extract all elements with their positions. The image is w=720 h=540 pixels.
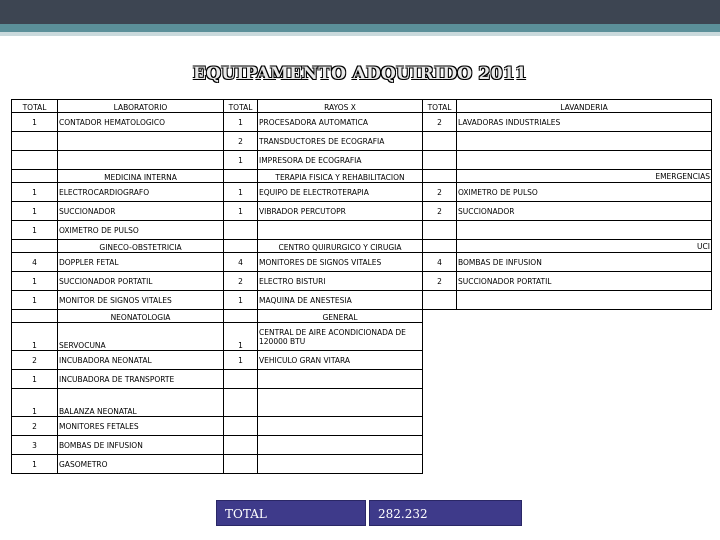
table-row: [12, 113, 712, 132]
cell-total: 3: [12, 436, 58, 455]
empty-cell: [457, 389, 712, 417]
section-medicina-interna: MEDICINA INTERNA: [58, 170, 224, 183]
accent-bar: [0, 24, 720, 32]
cell-total: [224, 436, 258, 455]
cell-total: 4: [224, 253, 258, 272]
cell-total: [423, 221, 457, 240]
equipment-table: [11, 99, 712, 474]
cell-total: 1: [12, 272, 58, 291]
cell-total: 1: [224, 183, 258, 202]
cell-item: OXIMETRO DE PULSO: [457, 183, 712, 202]
cell-item: [58, 132, 224, 151]
table-row: [12, 389, 712, 417]
cell-item: OXIMETRO DE PULSO: [58, 221, 224, 240]
cell-item: IMPRESORA DE ECOGRAFIA: [258, 151, 423, 170]
section-spacer: [12, 170, 58, 183]
header-laboratorio: LABORATORIO: [58, 100, 224, 113]
table-row: [12, 202, 712, 221]
cell-item: MONITORES FETALES: [58, 417, 224, 436]
cell-item: [258, 370, 423, 389]
cell-item: SUCCIONADOR: [58, 202, 224, 221]
cell-item: VIBRADOR PERCUTOPR: [258, 202, 423, 221]
section-spacer: [423, 170, 457, 183]
table-row: [12, 183, 712, 202]
cell-item: INCUBADORA NEONATAL: [58, 351, 224, 370]
section-uci: UCI: [457, 240, 712, 253]
cell-total: 2: [224, 272, 258, 291]
cell-total: 1: [224, 151, 258, 170]
cell-total: 1: [224, 113, 258, 132]
section-spacer: [224, 310, 258, 323]
cell-total: [423, 291, 457, 310]
empty-cell: [423, 370, 457, 389]
empty-cell: [423, 417, 457, 436]
cell-total: 1: [12, 455, 58, 474]
table-row: [12, 417, 712, 436]
cell-item: VEHICULO GRAN VITARA: [258, 351, 423, 370]
empty-cell: [457, 436, 712, 455]
cell-total: 1: [12, 113, 58, 132]
accent-bar-light: [0, 32, 720, 36]
header-lavanderia: LAVANDERIA: [457, 100, 712, 113]
cell-item: INCUBADORA DE TRANSPORTE: [58, 370, 224, 389]
cell-total: [423, 151, 457, 170]
cell-item: BALANZA NEONATAL: [58, 389, 224, 417]
section-spacer: [12, 310, 58, 323]
cell-item: MONITORES DE SIGNOS VITALES: [258, 253, 423, 272]
cell-total: [423, 132, 457, 151]
section-spacer: [224, 170, 258, 183]
empty-cell: [457, 370, 712, 389]
cell-total: 2: [423, 202, 457, 221]
cell-total: [224, 221, 258, 240]
cell-total: 4: [12, 253, 58, 272]
header-total-2: TOTAL: [224, 100, 258, 113]
cell-item: [258, 221, 423, 240]
cell-item: [457, 221, 712, 240]
cell-total: 2: [224, 132, 258, 151]
cell-item: CENTRAL DE AIRE ACONDICIONADA DE 120000 BTU: [258, 323, 423, 351]
cell-item: BOMBAS DE INFUSION: [58, 436, 224, 455]
cell-total: 2: [12, 351, 58, 370]
cell-item: SUCCIONADOR: [457, 202, 712, 221]
header-total-3: TOTAL: [423, 100, 457, 113]
section-emergencias: EMERGENCIAS: [457, 170, 712, 183]
section-centro-quirurgico: CENTRO QUIRURGICO Y CIRUGIA: [258, 240, 423, 253]
cell-total: [224, 389, 258, 417]
cell-item: [457, 132, 712, 151]
cell-item: BOMBAS DE INFUSION: [457, 253, 712, 272]
grand-total-label: TOTAL: [216, 500, 366, 526]
cell-item: MAQUINA DE ANESTESIA: [258, 291, 423, 310]
grand-total-value: 282.232: [369, 500, 522, 526]
cell-item: ELECTROCARDIOGRAFO: [58, 183, 224, 202]
cell-item: [258, 389, 423, 417]
table-row: [12, 323, 712, 351]
cell-item: [258, 417, 423, 436]
cell-total: 1: [12, 323, 58, 351]
cell-item: [457, 151, 712, 170]
cell-total: 1: [12, 370, 58, 389]
cell-total: 1: [224, 351, 258, 370]
empty-cell: [457, 351, 712, 370]
table-row: [12, 272, 712, 291]
cell-total: 1: [224, 291, 258, 310]
section-gineco: GINECO-OBSTETRICIA: [58, 240, 224, 253]
section-neonatologia: NEONATOLOGIA: [58, 310, 224, 323]
section-spacer: [457, 310, 712, 323]
cell-total: 1: [12, 389, 58, 417]
section-terapia: TERAPIA FISICA Y REHABILITACION: [258, 170, 423, 183]
cell-item: LAVADORAS INDUSTRIALES: [457, 113, 712, 132]
cell-item: [58, 151, 224, 170]
table-row: [12, 221, 712, 240]
cell-item: [457, 291, 712, 310]
section-header-row: [12, 170, 712, 183]
section-spacer: [423, 240, 457, 253]
cell-total: 2: [423, 183, 457, 202]
cell-total: 2: [423, 113, 457, 132]
cell-total: 2: [12, 417, 58, 436]
empty-cell: [457, 455, 712, 474]
cell-total: 1: [12, 221, 58, 240]
cell-item: [258, 455, 423, 474]
table-row: [12, 370, 712, 389]
cell-item: TRANSDUCTORES DE ECOGRAFIA: [258, 132, 423, 151]
cell-item: MONITOR DE SIGNOS VITALES: [58, 291, 224, 310]
table-row: [12, 151, 712, 170]
cell-total: 1: [224, 202, 258, 221]
cell-total: [224, 417, 258, 436]
cell-item: CONTADOR HEMATOLOGICO: [58, 113, 224, 132]
top-bar: [0, 0, 720, 24]
table-row: [12, 253, 712, 272]
cell-total: 1: [224, 323, 258, 351]
cell-total: [12, 151, 58, 170]
table-row: [12, 436, 712, 455]
table-row: [12, 291, 712, 310]
section-header-row: [12, 240, 712, 253]
cell-item: SERVOCUNA: [58, 323, 224, 351]
empty-cell: [423, 436, 457, 455]
cell-item: DOPPLER FETAL: [58, 253, 224, 272]
cell-item: ELECTRO BISTURI: [258, 272, 423, 291]
section-spacer: [224, 240, 258, 253]
cell-total: [224, 455, 258, 474]
section-general: GENERAL: [258, 310, 423, 323]
section-spacer: [423, 310, 457, 323]
header-rayos-x: RAYOS X: [258, 100, 423, 113]
page-title: EQUIPAMENTO ADQUIRIDO 2011: [192, 64, 528, 84]
cell-item: PROCESADORA AUTOMATICA: [258, 113, 423, 132]
table-row: [12, 455, 712, 474]
cell-item: [258, 436, 423, 455]
cell-total: 1: [12, 291, 58, 310]
empty-cell: [457, 323, 712, 351]
empty-cell: [423, 323, 457, 351]
cell-item: SUCCIONADOR PORTATIL: [58, 272, 224, 291]
cell-total: 1: [12, 183, 58, 202]
empty-cell: [423, 389, 457, 417]
cell-total: 1: [12, 202, 58, 221]
empty-cell: [423, 351, 457, 370]
cell-total: [224, 370, 258, 389]
section-header-row: [12, 310, 712, 323]
table-row: [12, 351, 712, 370]
cell-item: SUCCIONADOR PORTATIL: [457, 272, 712, 291]
table-row: [12, 132, 712, 151]
table-header-row: [12, 100, 712, 113]
cell-item: EQUIPO DE ELECTROTERAPIA: [258, 183, 423, 202]
empty-cell: [457, 417, 712, 436]
cell-total: 2: [423, 272, 457, 291]
cell-item: GASOMETRO: [58, 455, 224, 474]
cell-total: 4: [423, 253, 457, 272]
cell-total: [12, 132, 58, 151]
section-spacer: [12, 240, 58, 253]
empty-cell: [423, 455, 457, 474]
header-total-1: TOTAL: [12, 100, 58, 113]
